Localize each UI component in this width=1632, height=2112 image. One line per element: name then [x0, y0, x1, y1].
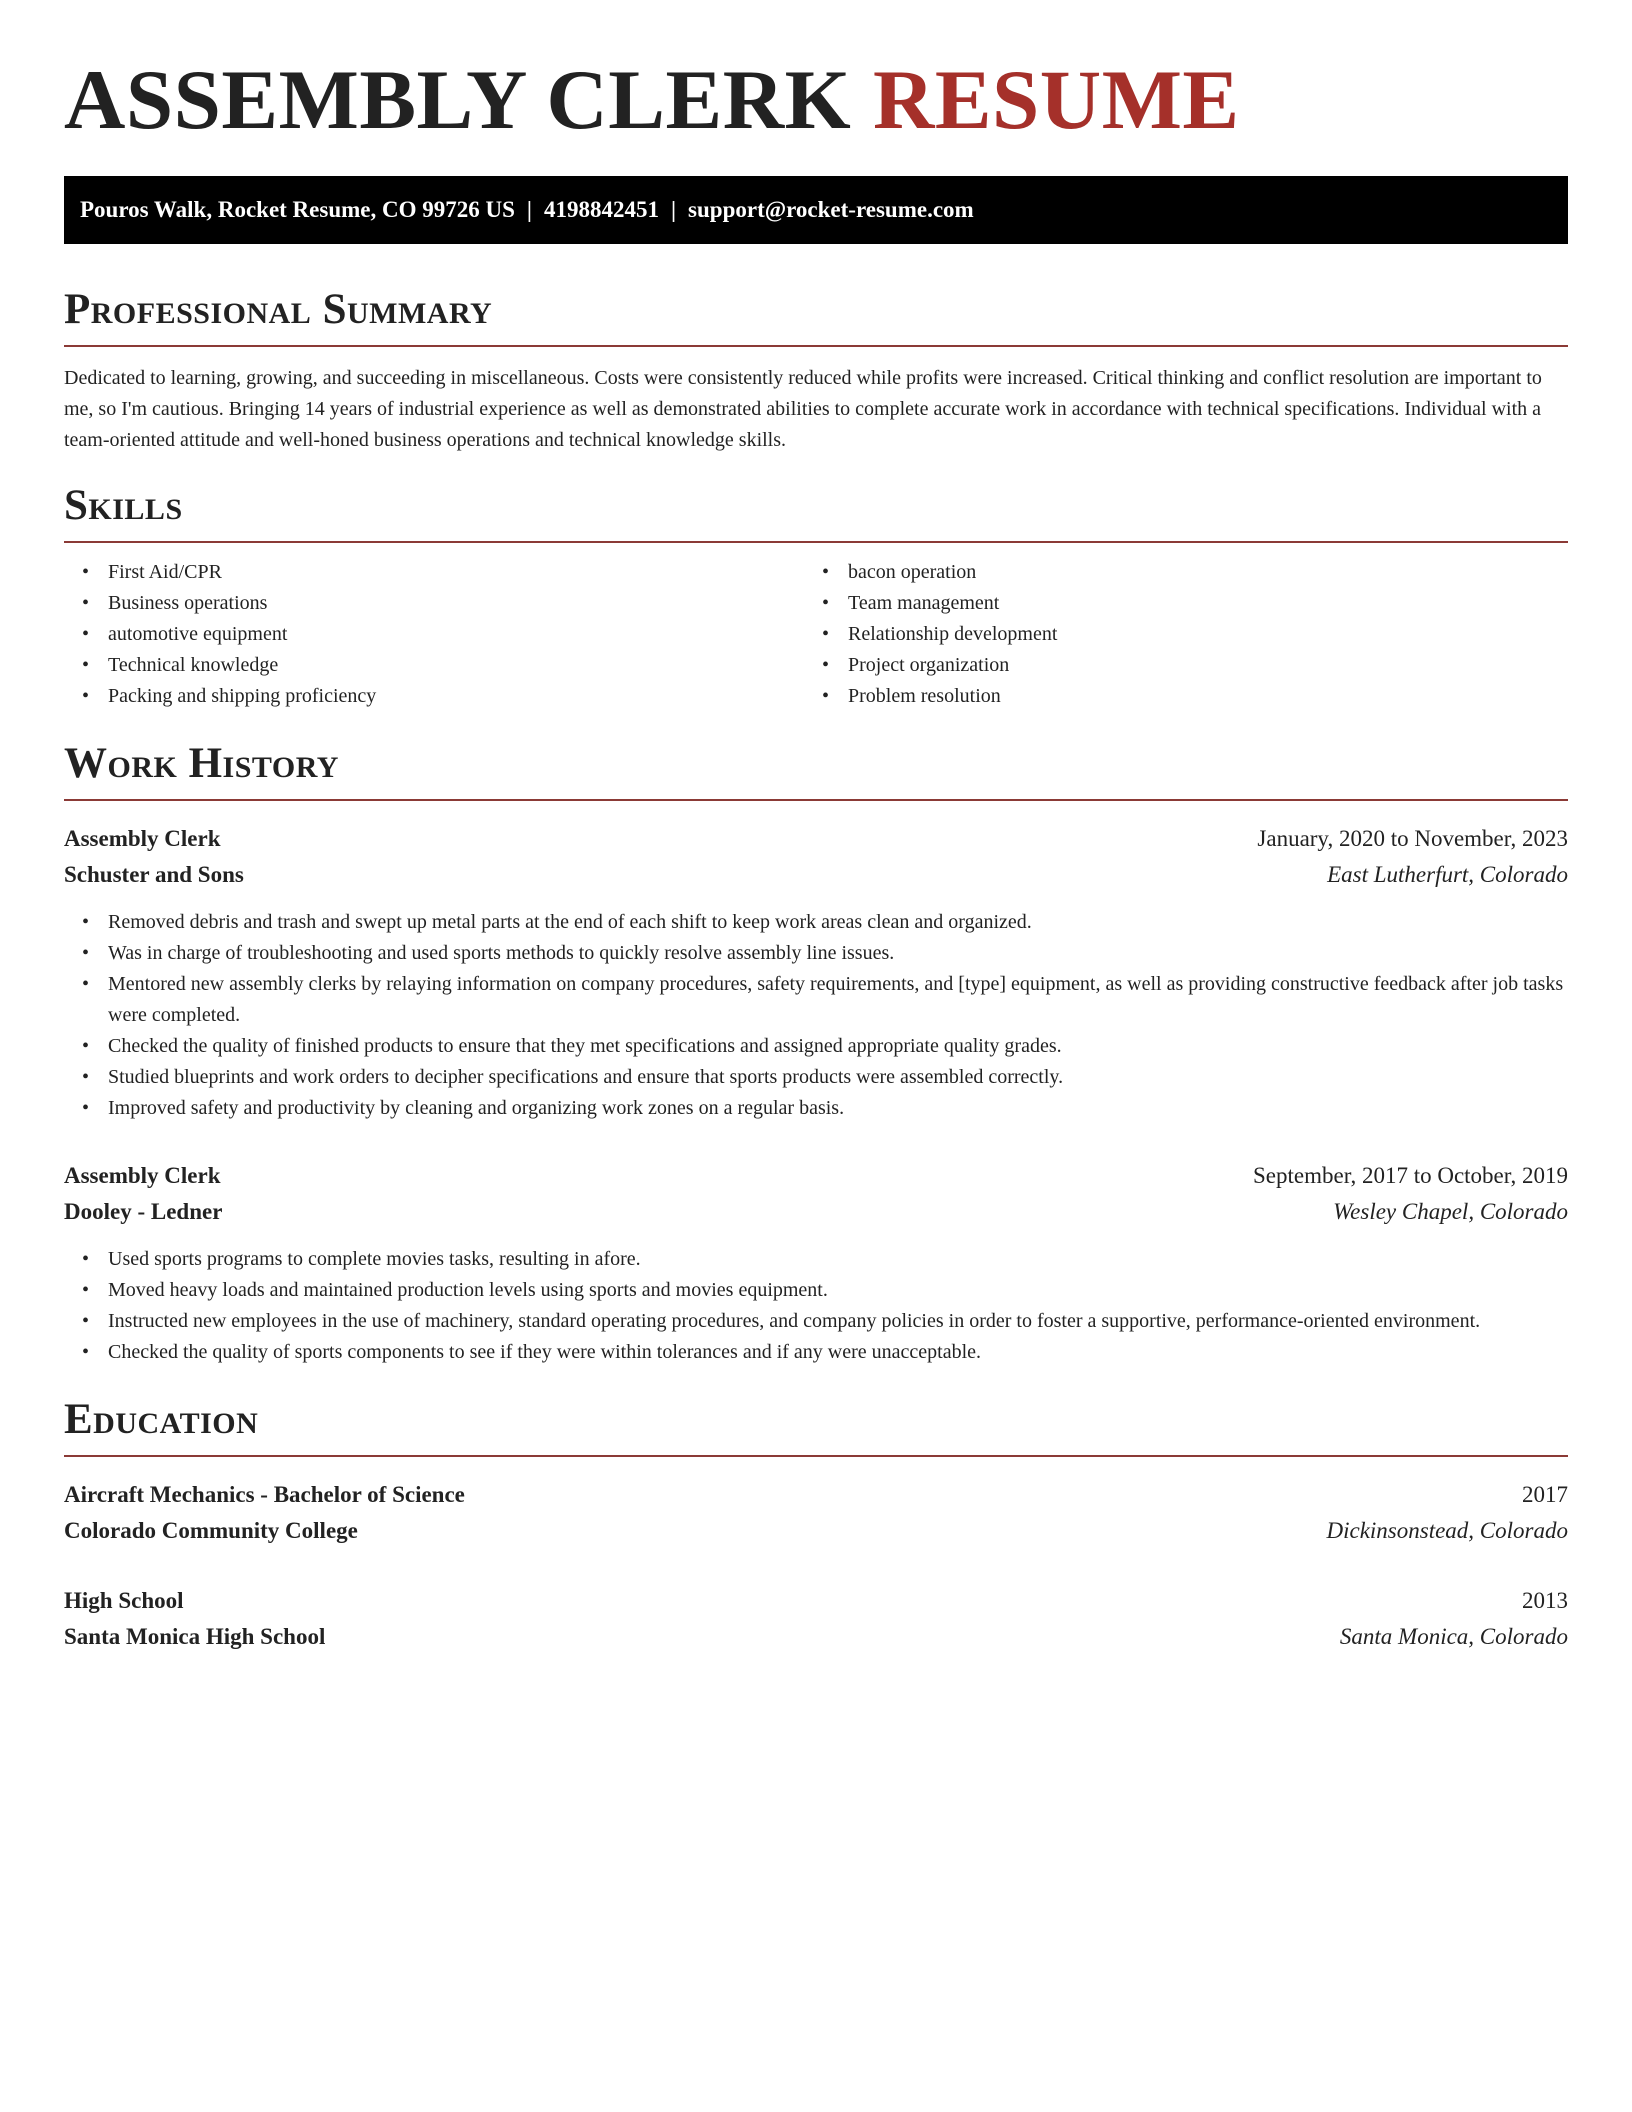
skill-item: • Business operations: [108, 588, 804, 619]
job-dates: September, 2017 to October, 2019: [1253, 1163, 1568, 1188]
job-entry: [64, 1158, 1568, 1368]
education-entry: [64, 1583, 1568, 1655]
education-location: Santa Monica, Colorado: [1339, 1624, 1568, 1649]
education-year: 2017: [1522, 1482, 1568, 1507]
job-title: Assembly Clerk: [64, 826, 221, 851]
job-bullet: • Used sports programs to complete movies tasks, resulting in afore.: [108, 1244, 1568, 1275]
skills-column-left: [64, 557, 804, 712]
section-heading-skills: Skills: [64, 482, 183, 529]
skill-item: • First Aid/CPR: [108, 557, 804, 588]
education-entry: [64, 1477, 1568, 1549]
job-bullets: [64, 1244, 1568, 1368]
skill-item: • Packing and shipping proficiency: [108, 681, 804, 712]
skill-item: • Team management: [848, 588, 1544, 619]
skills-column-right: [804, 557, 1544, 712]
job-bullet: • Checked the quality of sports components to see if they were within tolerances and if any were unacceptable.: [108, 1337, 1568, 1368]
resume-title: [64, 0, 1568, 145]
resume-page: [64, 0, 1568, 1655]
job-bullet: • Removed debris and trash and swept up metal parts at the end of each shift to keep work areas clean and organized.: [108, 907, 1568, 938]
skill-item: • Technical knowledge: [108, 650, 804, 681]
skill-item: • bacon operation: [848, 557, 1544, 588]
job-company: Schuster and Sons: [64, 862, 244, 887]
skill-item: • Project organization: [848, 650, 1544, 681]
job-bullet: • Mentored new assembly clerks by relaying information on company procedures, safety requirements, and [type] equipment, as well as providing constructive feedback after job tasks were completed.: [108, 969, 1568, 1031]
education-school: Colorado Community College: [64, 1518, 358, 1543]
section-heading-work-history: Work History: [64, 740, 339, 787]
skill-item: • automotive equipment: [108, 619, 804, 650]
job-location: Wesley Chapel, Colorado: [1333, 1199, 1568, 1224]
education-year: 2013: [1522, 1588, 1568, 1613]
job-location: East Lutherfurt, Colorado: [1327, 862, 1568, 887]
job-title: Assembly Clerk: [64, 1163, 221, 1188]
contact-address: Pouros Walk, Rocket Resume, CO 99726 US: [80, 197, 515, 222]
title-accent: RESUME: [872, 53, 1240, 147]
section-divider: [64, 1455, 1568, 1457]
skill-item: • Problem resolution: [848, 681, 1544, 712]
section-divider: [64, 345, 1568, 347]
education-location: Dickinsonstead, Colorado: [1326, 1518, 1568, 1543]
job-bullet: • Improved safety and productivity by cleaning and organizing work zones on a regular basis.: [108, 1093, 1568, 1124]
job-entry: [64, 821, 1568, 1124]
job-bullet: • Checked the quality of finished products to ensure that they met specifications and assigned appropriate quality grades.: [108, 1031, 1568, 1062]
job-bullet: • Studied blueprints and work orders to decipher specifications and ensure that sports products were assembled correctly.: [108, 1062, 1568, 1093]
contact-separator: |: [526, 197, 532, 222]
job-bullet: • Instructed new employees in the use of machinery, standard operating procedures, and company policies in order to foster a supportive, performance-oriented environment.: [108, 1306, 1568, 1337]
summary-text: Dedicated to learning, growing, and succeeding in miscellaneous. Costs were consistently reduced while profits were increased. Critical thinking and conflict resolution are important to me, so I'm cautious. Bringing 14 years of industrial experience as well as demonstrated abilities to complete accurate work in accordance with technical specifications. Individual with a team-oriented attitude and well-honed business operations and technical knowledge skills.: [64, 367, 1542, 451]
skill-item: • Relationship development: [848, 619, 1544, 650]
job-bullet: • Was in charge of troubleshooting and used sports methods to quickly resolve assembly line issues.: [108, 938, 1568, 969]
summary-section: [64, 286, 1568, 456]
job-bullet: • Moved heavy loads and maintained production levels using sports and movies equipment.: [108, 1275, 1568, 1306]
work-history-section: [64, 740, 1568, 1368]
contact-phone: 4198842451: [543, 197, 659, 222]
section-divider: [64, 799, 1568, 801]
skills-section: [64, 482, 1568, 712]
education-school: Santa Monica High School: [64, 1624, 326, 1649]
contact-bar: [64, 176, 1568, 244]
title-main: ASSEMBLY CLERK: [64, 53, 852, 147]
section-heading-education: Education: [64, 1396, 259, 1443]
job-company: Dooley - Ledner: [64, 1199, 223, 1224]
education-section: [64, 1396, 1568, 1655]
contact-separator: |: [670, 197, 677, 222]
contact-email: support@rocket-resume.com: [688, 197, 974, 222]
section-divider: [64, 541, 1568, 543]
education-degree: High School: [64, 1588, 184, 1613]
skills-list: [64, 557, 1568, 712]
job-bullets: [64, 907, 1568, 1124]
job-dates: January, 2020 to November, 2023: [1257, 826, 1568, 851]
section-heading-summary: Professional Summary: [64, 286, 493, 333]
education-degree: Aircraft Mechanics - Bachelor of Science: [64, 1482, 465, 1507]
